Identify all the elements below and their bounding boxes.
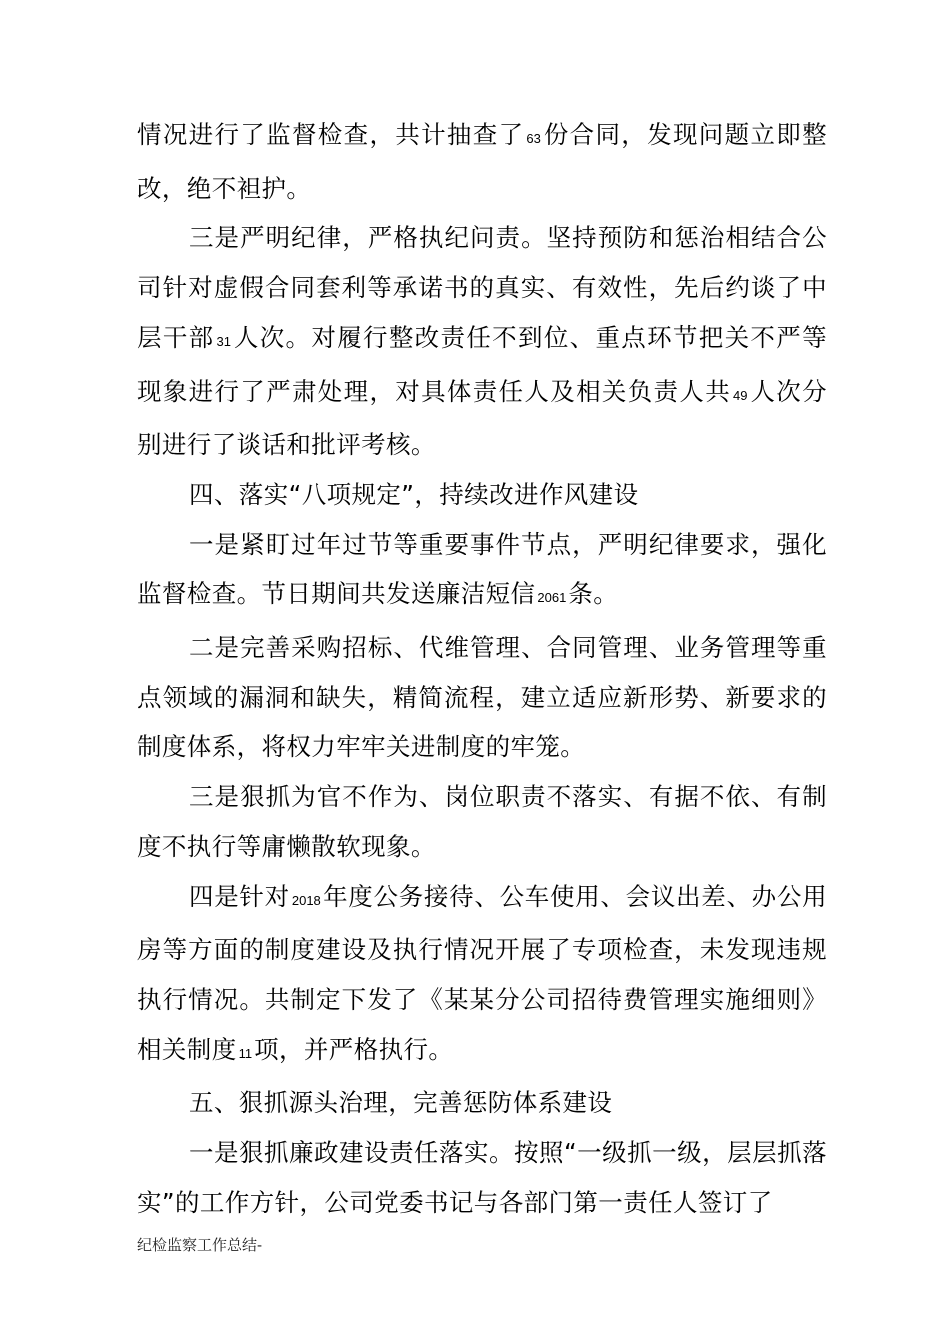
inline-number: 31 [216,333,231,349]
document-body [137,110,827,1227]
body-paragraph [137,470,827,520]
text-segment: 三是严明纪律，严格执纪问责。坚持预防和惩治相结合公司针对虚假合同套利等承诺书的真实、有效性，先后约谈了中层干部 [137,223,827,352]
text-segment: 二是完善采购招标、代维管理、合同管理、业务管理等重点领域的漏洞和缺失，精简流程，建立适应新形势、新要求的制度体系，将权力牢牢关进制度的牢笼。 [137,633,827,762]
inline-number: 49 [733,387,748,403]
body-paragraph [137,110,827,213]
inline-number: 63 [526,131,541,146]
inline-number: 2061 [537,590,567,606]
text-segment: 人次。对履行整改责任不到位、重点环节把关不严等现象进行了严肃处理，对具体责任人及相关负责人共 [137,322,827,406]
text-segment: 五、狠抓源头治理，完善惩防体系建设 [189,1088,613,1118]
text-segment: 四、落实“八项规定”，持续改进作风建设 [189,479,639,509]
body-paragraph [137,872,827,1079]
text-segment: 三是狠抓为官不作为、岗位职责不落实、有据不依、有制度不执行等庸懒散软现象。 [137,782,827,861]
body-paragraph [137,1078,827,1128]
body-paragraph [137,1128,827,1227]
text-segment: 项，并严格执行。 [254,1034,454,1064]
text-segment: 一是狠抓廉政建设责任落实。按照“一级抓一级，层层抓落实”的工作方针，公司党委书记与各部门第一责任人签订了 [137,1138,827,1217]
text-segment: 情况进行了监督检查，共计抽查了 [137,120,525,149]
body-paragraph [137,213,827,470]
text-segment: 四是针对 [189,881,290,911]
text-segment: 人次分别进行了谈话和批评考核。 [137,376,827,460]
body-paragraph [137,772,827,871]
inline-number: 2018 [291,892,321,908]
text-segment: 一是紧盯过年过节等重要事件节点，严明纪律要求，强化监督检查。节日期间共发送廉洁短信 [137,529,827,609]
text-segment: 年度公务接待、公车使用、会议出差、办公用房等方面的制度建设及执行情况开展了专项检查，未发现违规执行情况。共制定下发了《某某分公司招待费管理实施细则》相关制度 [137,881,828,1064]
inline-number: 11 [238,1045,253,1061]
body-paragraph [137,623,827,772]
body-paragraph [137,520,827,623]
text-segment: 份合同，发现问题立即整改，绝不袒护。 [137,120,827,203]
page-footer: 纪检监察工作总结- [137,1236,263,1254]
text-segment: 条。 [568,579,619,609]
